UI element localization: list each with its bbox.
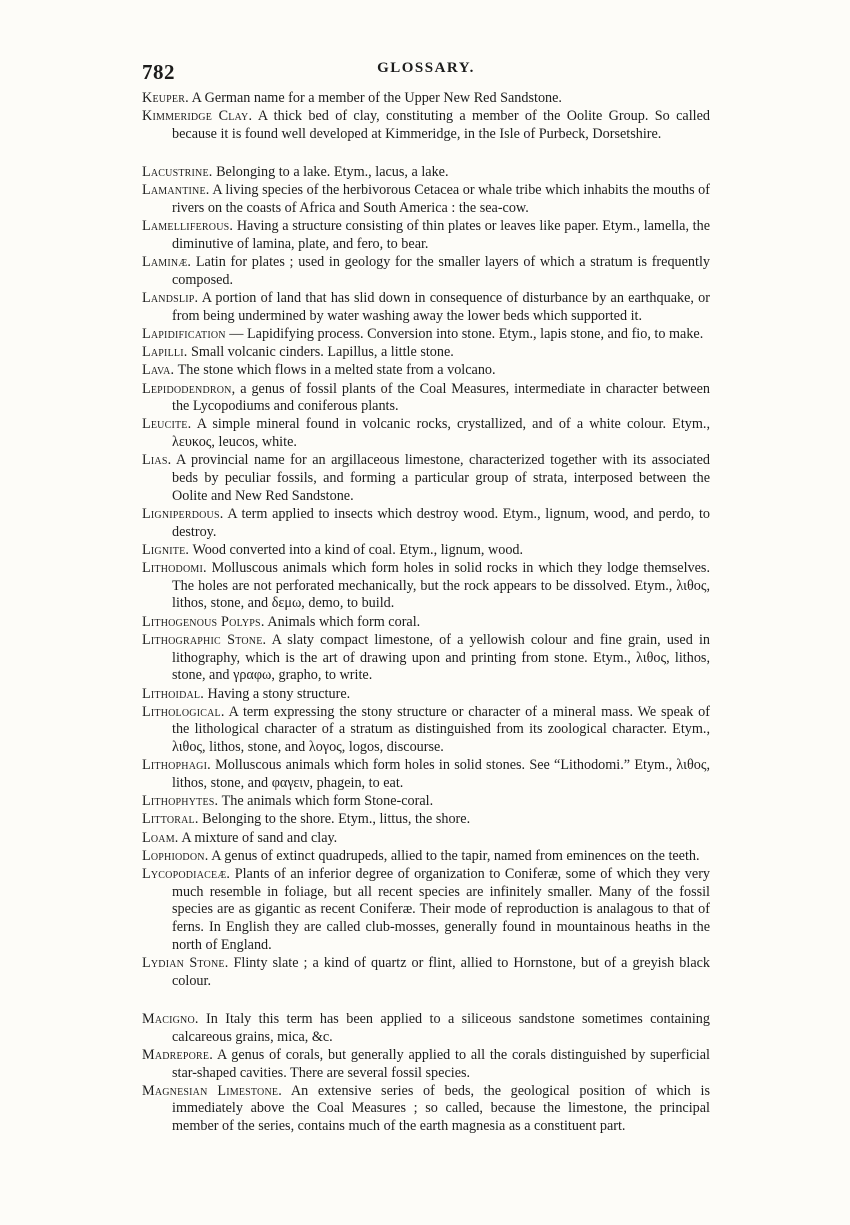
entry-definition: In Italy this term has been applied to a siliceous sandstone sometimes containing calcareous grains, mica, &c. xyxy=(172,1010,710,1045)
entry-term: Lacustrine. xyxy=(142,164,213,181)
entry-definition: Wood converted into a kind of coal. Etym., lignum, wood. xyxy=(192,541,524,558)
entry-term: Loam. xyxy=(142,829,179,846)
glossary-entry xyxy=(142,830,710,848)
glossary-entry xyxy=(142,362,710,380)
glossary-entry xyxy=(142,866,710,955)
entry-definition: Molluscous animals which form holes in solid rocks in which they lodge themselves. The holes are not perforated mechanically, but the rock appears to be dissolved. Etym., λιθος, lithos, stone, and δεμω, demo, to build. xyxy=(172,560,711,612)
entry-definition: A German name for a member of the Upper New Red Sandstone. xyxy=(191,90,562,106)
glossary-entry xyxy=(142,90,710,108)
entry-term: Lepidodendron, xyxy=(142,380,236,397)
glossary-entry xyxy=(142,848,710,866)
entry-definition: A term expressing the stony structure or character of a mineral mass. We speak of the lithological character of a stratum as distinguished from its zoological character. Etym., λιθος, lithos, stone, and λογος, logos, discourse. xyxy=(172,703,710,756)
entry-definition: Small volcanic cinders. Lapillus, a little stone. xyxy=(191,344,454,361)
entry-definition: a genus of fossil plants of the Coal Measures, intermediate in character between the Lycopodiums and coniferous plants. xyxy=(172,380,710,415)
entry-term: Kimmeridge Clay. xyxy=(142,108,253,125)
glossary-entry xyxy=(142,290,710,325)
entry-definition: A genus of corals, but generally applied to all the corals distinguished by superficial star-shaped cavities. There are several fossil species. xyxy=(172,1046,710,1081)
glossary-entry xyxy=(142,757,710,792)
glossary-entry xyxy=(142,811,710,829)
entry-term: Madrepore. xyxy=(142,1046,213,1063)
glossary-entry xyxy=(142,704,710,757)
entry-term: Lignite. xyxy=(142,541,190,558)
entry-definition: A term applied to insects which destroy wood. Etym., lignum, wood, and perdo, to destroy. xyxy=(172,505,711,540)
entry-term: Lithogenous Polyps. xyxy=(142,613,265,630)
glossary-entry xyxy=(142,326,710,344)
entry-definition: Belonging to a lake. Etym., lacus, a lake. xyxy=(216,164,449,181)
entry-definition: Belonging to the shore. Etym., littus, the shore. xyxy=(202,811,471,828)
entry-definition: Plants of an inferior degree of organization to Coniferæ, some of which they very much resemble in foliage, but all recent species are infinitely smaller. Many of the fossil species are as gigantic as recent Coniferæ. Their mode of reproduction is analagous to that of ferns. In English they are called club-mosses, generally found in mountainous heaths in the north of England. xyxy=(172,866,711,953)
entry-term: Lycopodiaceæ. xyxy=(142,866,231,883)
glossary-entry xyxy=(142,560,710,613)
running-head: GLOSSARY. xyxy=(377,60,475,76)
entry-term: Lophiodon. xyxy=(142,847,209,864)
entry-definition: A portion of land that has slid down in consequence of disturbance by an earthquake, or from being undermined by water washing away the lower beds which supported it. xyxy=(172,290,710,324)
entry-definition: Having a structure consisting of thin plates or leaves like paper. Etym., lamella, the diminutive of lamina, plate, and fero, to bear. xyxy=(172,218,710,252)
entry-definition: Flinty slate ; a kind of quartz or flint, allied to Hornstone, but of a greyish black colour. xyxy=(172,955,711,989)
entry-definition: Latin for plates ; used in geology for the smaller layers of which a stratum is frequently composed. xyxy=(172,254,710,288)
glossary-entry xyxy=(142,254,710,289)
entry-definition: A provincial name for an argillaceous limestone, characterized together with its associated beds by peculiar fossils, and forming a particular group of strata, interposed between the Oolite and New Red Sandstone. xyxy=(172,452,710,504)
entry-term: Keuper. xyxy=(142,90,189,106)
entry-term: Lithophytes. xyxy=(142,793,219,810)
glossary-entry xyxy=(142,416,710,451)
entry-term: Lithographic Stone. xyxy=(142,631,267,648)
glossary-entry xyxy=(142,955,710,990)
entry-definition: A genus of extinct quadrupeds, allied to the tapir, named from eminences on the teeth. xyxy=(211,847,700,864)
entry-definition: A living species of the herbivorous Cetacea or whale tribe which inhabits the mouths of rivers on the coasts of Africa and South America : the sea-cow. xyxy=(172,182,710,217)
entry-term: Landslip. xyxy=(142,290,199,307)
entry-definition: The animals which form Stone-coral. xyxy=(221,793,434,810)
entry-term: Lapidification xyxy=(142,325,226,342)
glossary-entry xyxy=(142,108,710,143)
entry-definition: A thick bed of clay, constituting a member of the Oolite Group. So called because it is found well developed at Kimmeridge, in the Isle of Purbeck, Dorsetshire. xyxy=(172,108,710,142)
entry-term: Ligniperdous. xyxy=(142,505,224,522)
glossary-entry xyxy=(142,632,710,685)
glossary-entry xyxy=(142,793,710,811)
entry-term: Lithophagi. xyxy=(142,757,211,774)
entry-definition: An extensive series of beds, the geological position of which is immediately above the Coal Measures ; so called, because the limestone, the principal member of the series, contains much of the earth magnesia as a constituent part. xyxy=(172,1082,711,1135)
glossary-entry xyxy=(142,182,710,217)
entry-term: Lava. xyxy=(142,362,175,379)
section-gap xyxy=(142,991,710,1011)
entry-definition: The stone which flows in a melted state from a volcano. xyxy=(177,362,496,379)
glossary-entry xyxy=(142,452,710,505)
entry-term: Lamantine. xyxy=(142,182,210,199)
entry-definition: A slaty compact limestone, of a yellowish colour and fine grain, used in lithography, which is the art of drawing upon and printing from stone. Etym., λιθος, lithos, stone, and γραφω, grapho, to write. xyxy=(172,631,710,684)
entry-term: Lapilli. xyxy=(142,344,188,361)
page-header xyxy=(142,56,710,90)
page-number: 782 xyxy=(142,60,175,84)
entry-term: Lithological. xyxy=(142,703,225,720)
glossary-entry xyxy=(142,506,710,541)
glossary-entry xyxy=(142,164,710,182)
glossary-entries xyxy=(142,90,710,1136)
glossary-entry xyxy=(142,1083,710,1136)
glossary-entry xyxy=(142,218,710,253)
glossary-entry xyxy=(142,1047,710,1082)
entry-definition: Animals which form coral. xyxy=(267,613,421,630)
entry-definition: — Lapidifying process. Conversion into stone. Etym., lapis stone, and fio, to make. xyxy=(229,325,704,342)
entry-term: Lithoidal. xyxy=(142,685,204,702)
glossary-entry xyxy=(142,686,710,704)
entry-term: Macigno. xyxy=(142,1010,199,1027)
entry-term: Lithodomi. xyxy=(142,560,207,577)
entry-term: Magnesian Limestone. xyxy=(142,1082,282,1099)
glossary-entry xyxy=(142,542,710,560)
entry-term: Leucite. xyxy=(142,416,192,433)
glossary-entry xyxy=(142,614,710,632)
entry-term: Lias. xyxy=(142,452,172,469)
entry-definition: A simple mineral found in volcanic rocks, crystallized, and of a white colour. Etym., λευκος, leucos, white. xyxy=(172,416,710,451)
section-gap xyxy=(142,144,710,164)
glossary-entry xyxy=(142,1011,710,1046)
entry-term: Lamelliferous. xyxy=(142,218,234,235)
entry-definition: A mixture of sand and clay. xyxy=(181,829,338,846)
entry-term: Littoral. xyxy=(142,811,199,828)
glossary-entry xyxy=(142,381,710,416)
entry-definition: Molluscous animals which form holes in solid stones. See “Lithodomi.” Etym., λιθος, lithos, stone, and φαγειν, phagein, to eat. xyxy=(172,757,711,792)
entry-term: Laminæ. xyxy=(142,254,192,271)
entry-definition: Having a stony structure. xyxy=(207,685,351,702)
entry-term: Lydian Stone. xyxy=(142,955,229,972)
glossary-entry xyxy=(142,344,710,362)
